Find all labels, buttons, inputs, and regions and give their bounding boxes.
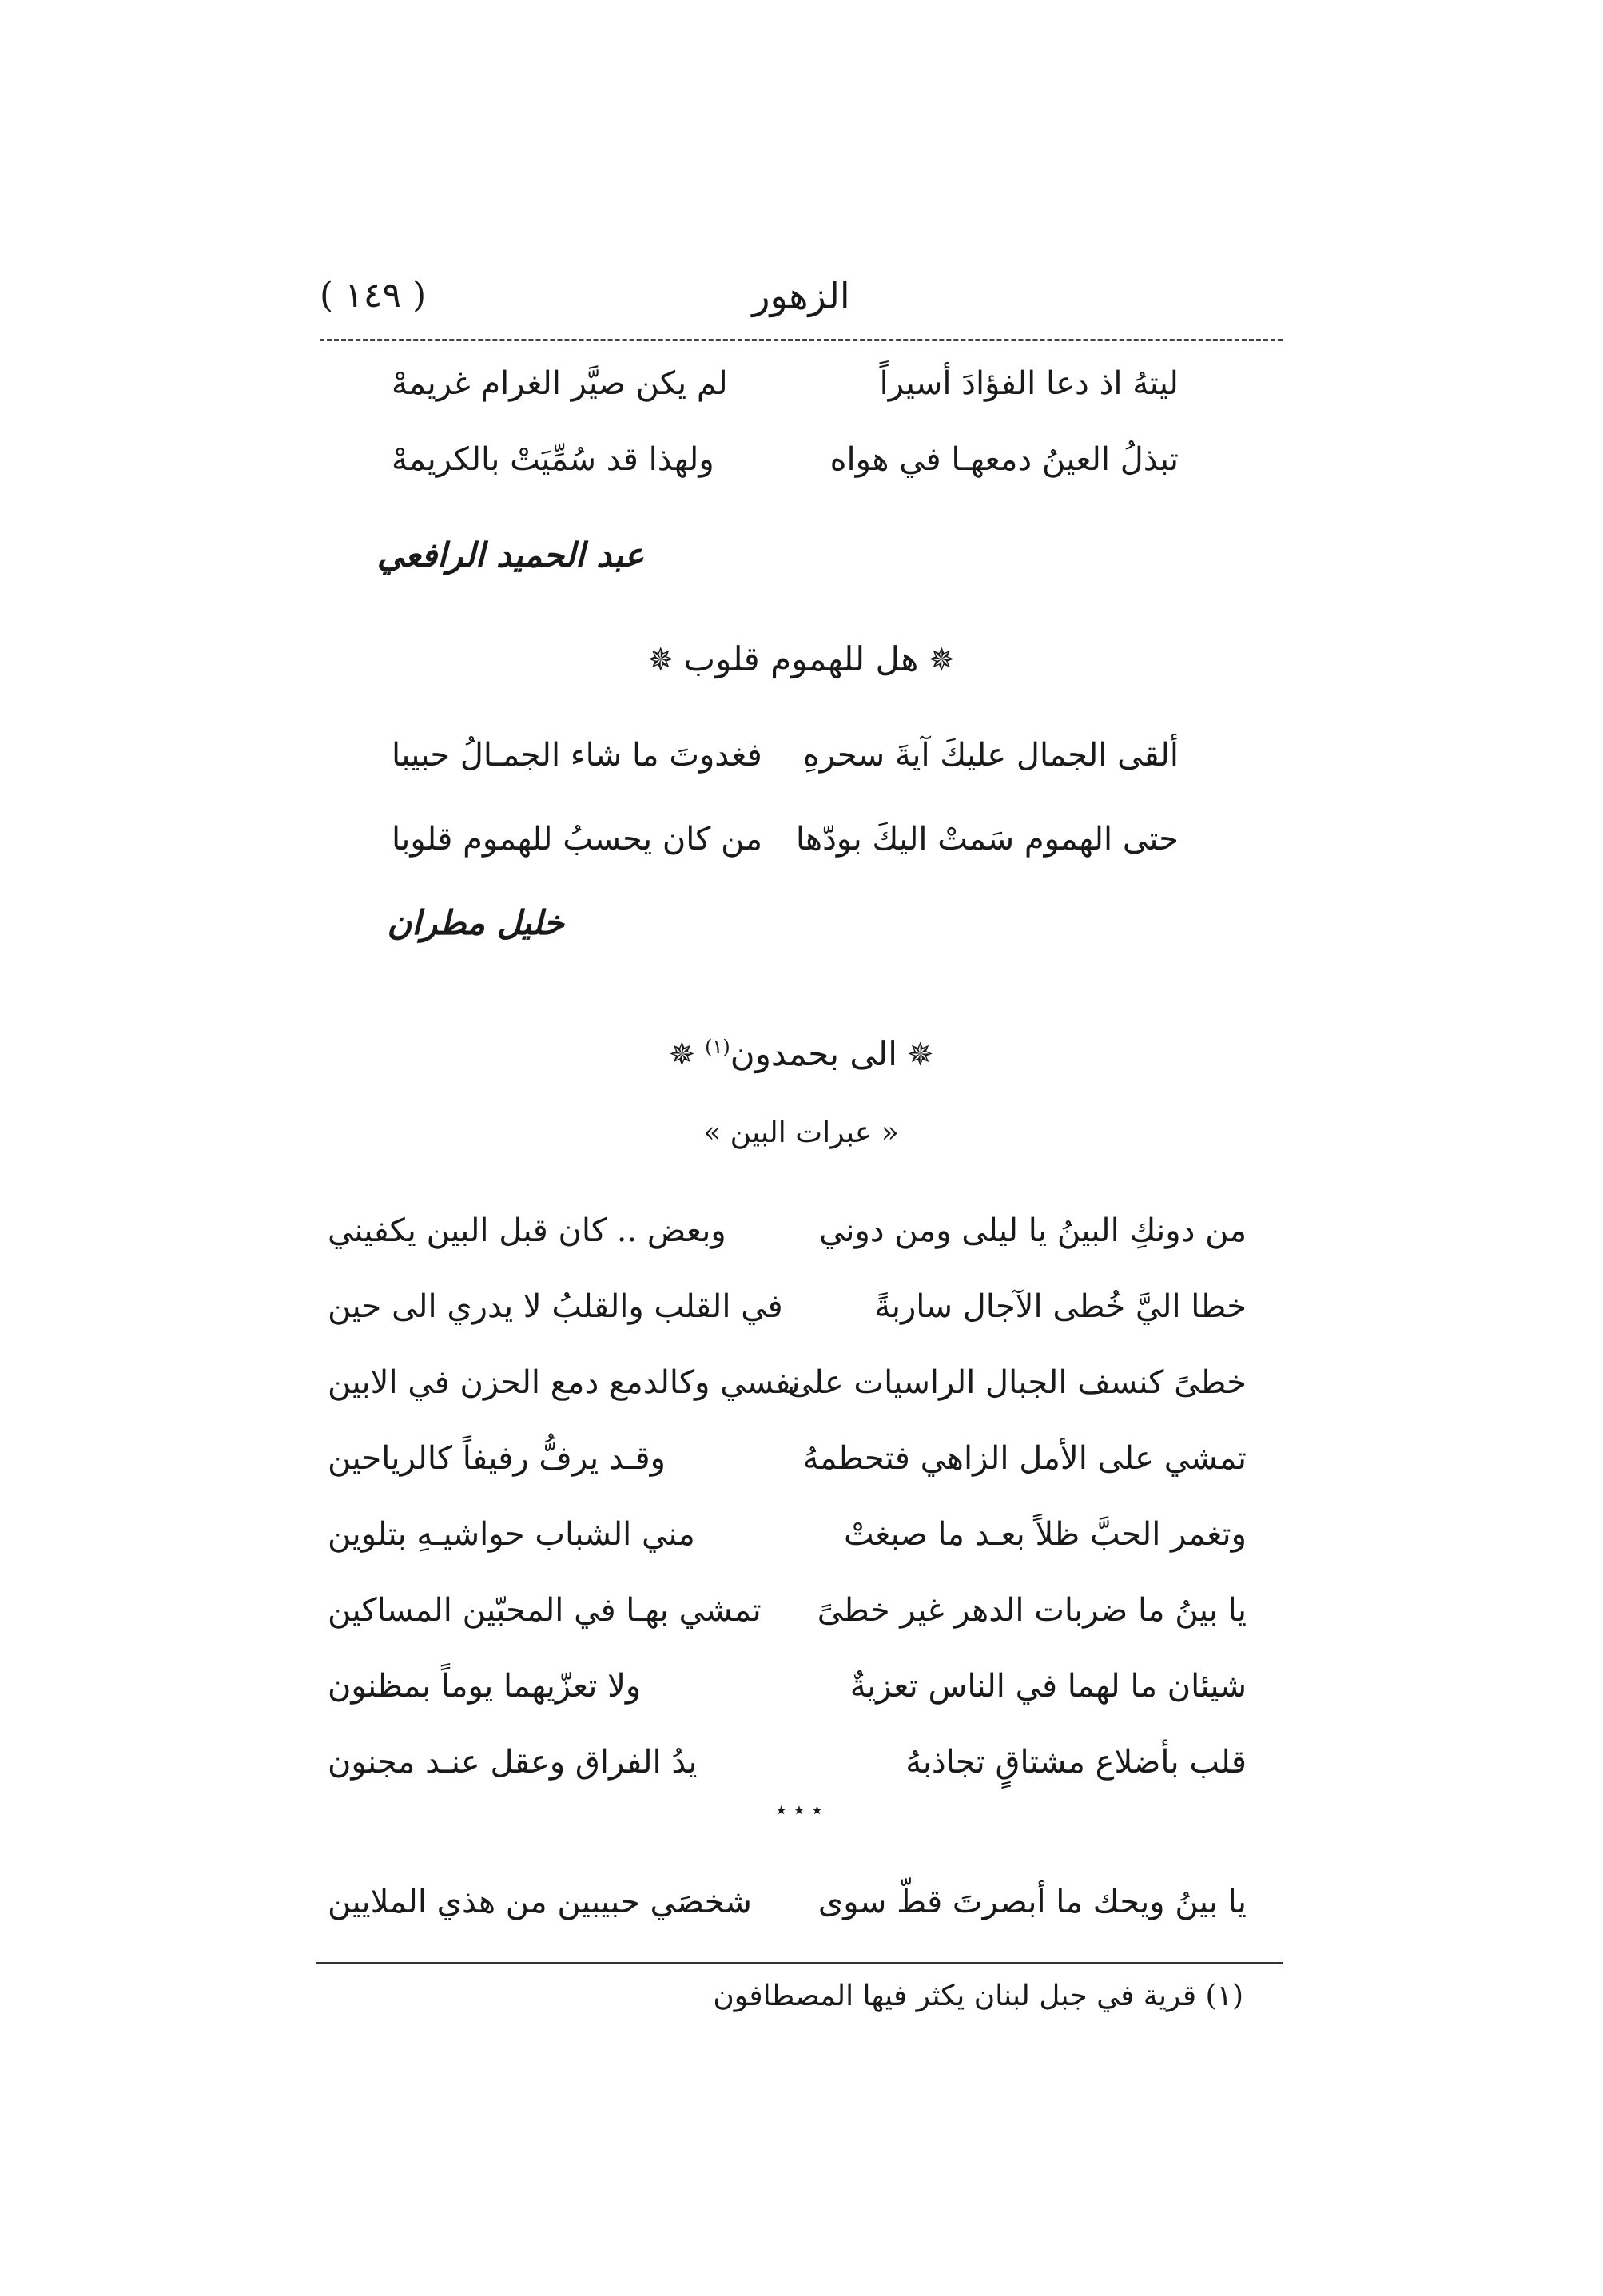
section-separator: ٭ ٭ ٭ (775, 1798, 823, 1822)
ornament-star-icon: ✵ (906, 1037, 934, 1073)
verse (392, 356, 1179, 412)
footnote: (١) قرية في جبل لبنان يكثر فيها المصطافون (713, 1980, 1243, 2012)
verse-first-hemistich: تمشي على الأمل الزاهي فتحطمهُ (802, 1440, 1247, 1477)
verse-first-hemistich: يا بينُ ما ضربات الدهر غير خطىً (817, 1592, 1247, 1629)
verse-second-hemistich: فغدوتَ ما شاء الجمـالُ حبيبا (392, 737, 762, 774)
verse (328, 1203, 1247, 1259)
verse (328, 1582, 1247, 1638)
verse-second-hemistich: تمشي بهـا في المحبّين المساكين (328, 1592, 762, 1629)
verse-second-hemistich: من كان يحسبُ للهموم قلوبا (392, 821, 763, 858)
verse-first-hemistich: خطىً كنسف الجبال الراسيات على (787, 1364, 1247, 1401)
verse-second-hemistich: شخصَي حبيبين من هذي الملايين (328, 1884, 752, 1920)
header-rule (320, 339, 1283, 341)
verse-second-hemistich: يدُ الفراق وعقل عنـد مجنون (328, 1744, 698, 1781)
verse-second-hemistich: ولا تعزّيهما يوماً بمظنون (328, 1668, 642, 1705)
ornament-star-icon: ✵ (647, 642, 674, 678)
running-header (320, 264, 1283, 336)
verse (328, 1874, 1247, 1930)
verse-first-hemistich: حتى الهموم سَمتْ اليكَ بودّها (795, 821, 1179, 858)
verse-first-hemistich: وتغمر الحبَّ ظلاً بعـد ما صبغتْ (844, 1516, 1247, 1553)
verse-first-hemistich: ألقى الجمال عليكَ آيةَ سحرهِ (802, 737, 1179, 774)
verse-second-hemistich: لم يكن صيَّر الغرام غريمهْ (392, 365, 728, 402)
verse-first-hemistich: من دونكِ البينُ يا ليلى ومن دوني (819, 1212, 1247, 1249)
verse (392, 811, 1179, 867)
verse-second-hemistich: وبعض .. كان قبل البين يكفيني (328, 1212, 726, 1249)
verse-second-hemistich: مني الشباب حواشيـهِ بتلوين (328, 1516, 695, 1553)
verse-second-hemistich: ولهذا قد سُمِّيَتْ بالكريمهْ (392, 441, 714, 478)
verse (328, 1506, 1247, 1562)
verse-first-hemistich: خطا اليَّ خُطى الآجال ساربةً (874, 1288, 1247, 1325)
verse (328, 1431, 1247, 1486)
page-number: ( ١٤٩ ) (320, 275, 427, 316)
verse (392, 727, 1179, 783)
verse-second-hemistich: نفسي وكالدمع دمع الحزن في الابين (328, 1364, 801, 1401)
ornament-star-icon: ✵ (668, 1037, 696, 1073)
verse-first-hemistich: شيئان ما لهما في الناس تعزيةٌ (849, 1668, 1247, 1705)
author-signature: خليل مطران (387, 903, 564, 942)
journal-title: الزهور (752, 274, 850, 317)
author-signature: عبد الحميد الرافعي (376, 535, 644, 575)
verse (328, 1658, 1247, 1714)
poem-title: ✵هل للهموم قلوب✵ (320, 631, 1283, 688)
verse (328, 1279, 1247, 1335)
footnote-reference: (١) (705, 1036, 730, 1058)
poem-title: ✵الى بحمدون$^{(١)}$✵ (320, 1019, 1283, 1083)
verse (328, 1734, 1247, 1790)
verse-first-hemistich: قلب بأضلاع مشتاقٍ تجاذبهُ (905, 1744, 1247, 1781)
footnote-rule (316, 1962, 1283, 1964)
verse (392, 432, 1179, 487)
verse-first-hemistich: ليتهُ اذ دعا الفؤادَ أسيراً (879, 365, 1179, 402)
ornament-star-icon: ✵ (928, 642, 955, 678)
verse (328, 1355, 1247, 1411)
poem-subtitle: « عبرات البين » (703, 1116, 899, 1149)
verse-second-hemistich: في القلب والقلبُ لا يدري الى حين (328, 1288, 783, 1325)
verse-first-hemistich: يا بينُ ويحك ما أبصرتَ قطّ سوى (817, 1884, 1247, 1920)
verse-second-hemistich: وقـد يرفُّ رفيفاً كالرياحين (328, 1440, 666, 1477)
verse-first-hemistich: تبذلُ العينُ دمعهـا في هواه (829, 441, 1179, 478)
